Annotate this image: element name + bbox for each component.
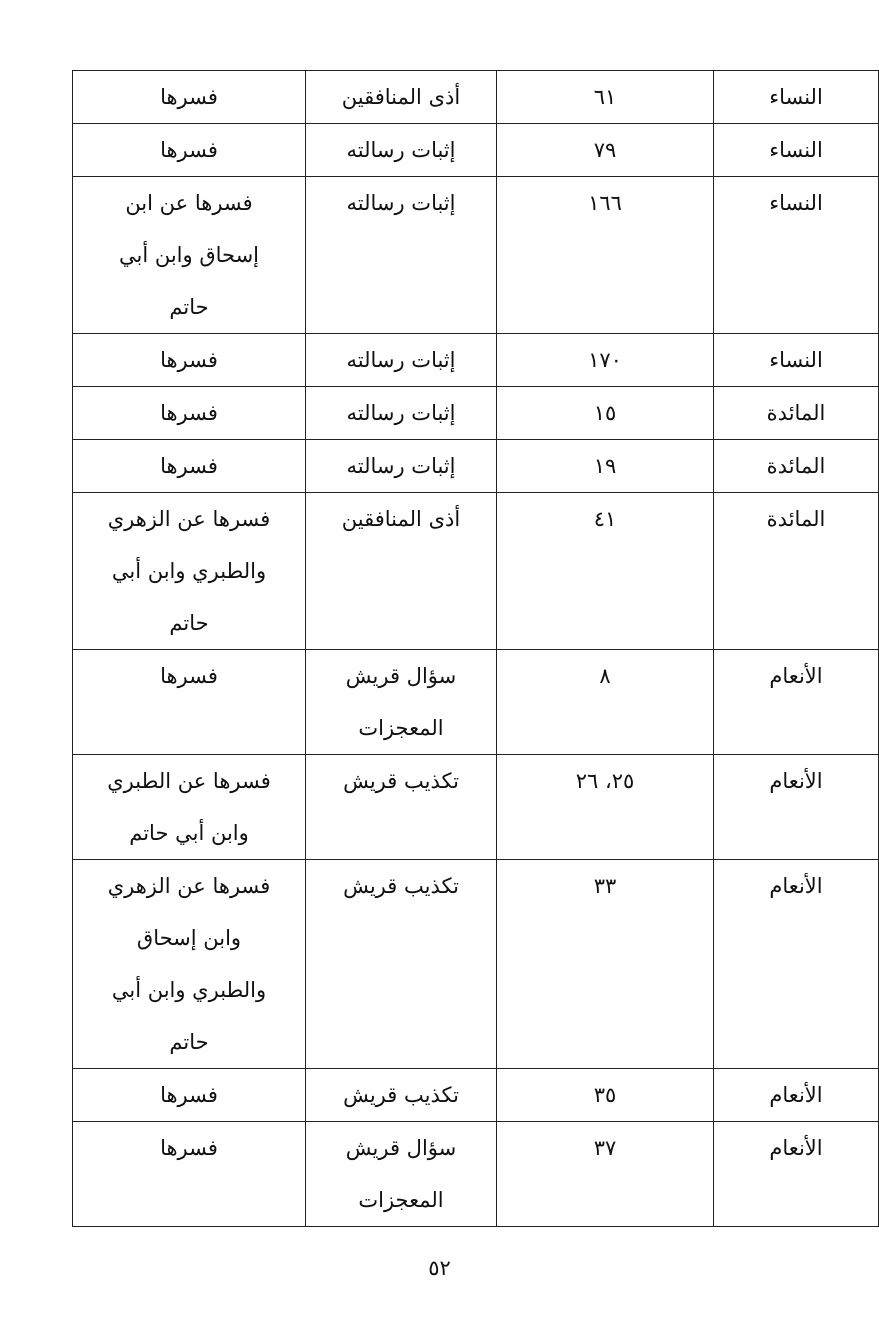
ayah-cell: ١٧٠	[497, 334, 714, 387]
topic-cell: أذى المنافقين	[306, 493, 497, 650]
note-cell: فسرها	[73, 71, 306, 124]
note-cell: فسرها	[73, 334, 306, 387]
note-cell: فسرها	[73, 650, 306, 755]
surah-cell: المائدة	[714, 493, 879, 650]
topic-cell: إثبات رسالته	[306, 334, 497, 387]
table-row	[73, 71, 879, 124]
table-row	[73, 177, 879, 334]
surah-cell: الأنعام	[714, 650, 879, 755]
page-number: ٥٢	[428, 1256, 451, 1280]
ayah-cell: ٧٩	[497, 124, 714, 177]
table-row	[73, 1122, 879, 1227]
surah-cell: النساء	[714, 177, 879, 334]
surah-cell: الأنعام	[714, 755, 879, 860]
note-cell: فسرها عن الزهري وابن إسحاق والطبري وابن أبي حاتم	[73, 860, 306, 1069]
ayah-cell: ١٥	[497, 387, 714, 440]
table-row	[73, 334, 879, 387]
surah-cell: الأنعام	[714, 1069, 879, 1122]
topic-cell: سؤال قريش المعجزات	[306, 1122, 497, 1227]
note-cell: فسرها عن الزهري والطبري وابن أبي حاتم	[73, 493, 306, 650]
surah-cell: المائدة	[714, 440, 879, 493]
table-row	[73, 440, 879, 493]
surah-cell: الأنعام	[714, 1122, 879, 1227]
ayah-cell: ١٩	[497, 440, 714, 493]
surah-cell: النساء	[714, 71, 879, 124]
surah-cell: المائدة	[714, 387, 879, 440]
topic-cell: إثبات رسالته	[306, 387, 497, 440]
note-cell: فسرها	[73, 1069, 306, 1122]
references-table-body	[73, 71, 879, 1227]
ayah-cell: ٣٥	[497, 1069, 714, 1122]
references-table	[72, 70, 879, 1227]
table-row	[73, 755, 879, 860]
topic-cell: إثبات رسالته	[306, 177, 497, 334]
topic-cell: سؤال قريش المعجزات	[306, 650, 497, 755]
surah-cell: النساء	[714, 334, 879, 387]
ayah-cell: ٣٧	[497, 1122, 714, 1227]
table-row	[73, 650, 879, 755]
table-row	[73, 1069, 879, 1122]
note-cell: فسرها	[73, 1122, 306, 1227]
surah-cell: النساء	[714, 124, 879, 177]
table-row	[73, 387, 879, 440]
topic-cell: تكذيب قريش	[306, 755, 497, 860]
table-row	[73, 860, 879, 1069]
ayah-cell: ٦١	[497, 71, 714, 124]
topic-cell: إثبات رسالته	[306, 124, 497, 177]
ayah-cell: ١٦٦	[497, 177, 714, 334]
topic-cell: تكذيب قريش	[306, 860, 497, 1069]
note-cell: فسرها عن الطبري وابن أبي حاتم	[73, 755, 306, 860]
topic-cell: إثبات رسالته	[306, 440, 497, 493]
ayah-cell: ٤١	[497, 493, 714, 650]
note-cell: فسرها	[73, 440, 306, 493]
topic-cell: تكذيب قريش	[306, 1069, 497, 1122]
note-cell: فسرها	[73, 124, 306, 177]
topic-cell: أذى المنافقين	[306, 71, 497, 124]
note-cell: فسرها	[73, 387, 306, 440]
note-cell: فسرها عن ابن إسحاق وابن أبي حاتم	[73, 177, 306, 334]
table-row	[73, 124, 879, 177]
ayah-cell: ٨	[497, 650, 714, 755]
ayah-cell: ٢٥، ٢٦	[497, 755, 714, 860]
ayah-cell: ٣٣	[497, 860, 714, 1069]
table-row	[73, 493, 879, 650]
surah-cell: الأنعام	[714, 860, 879, 1069]
